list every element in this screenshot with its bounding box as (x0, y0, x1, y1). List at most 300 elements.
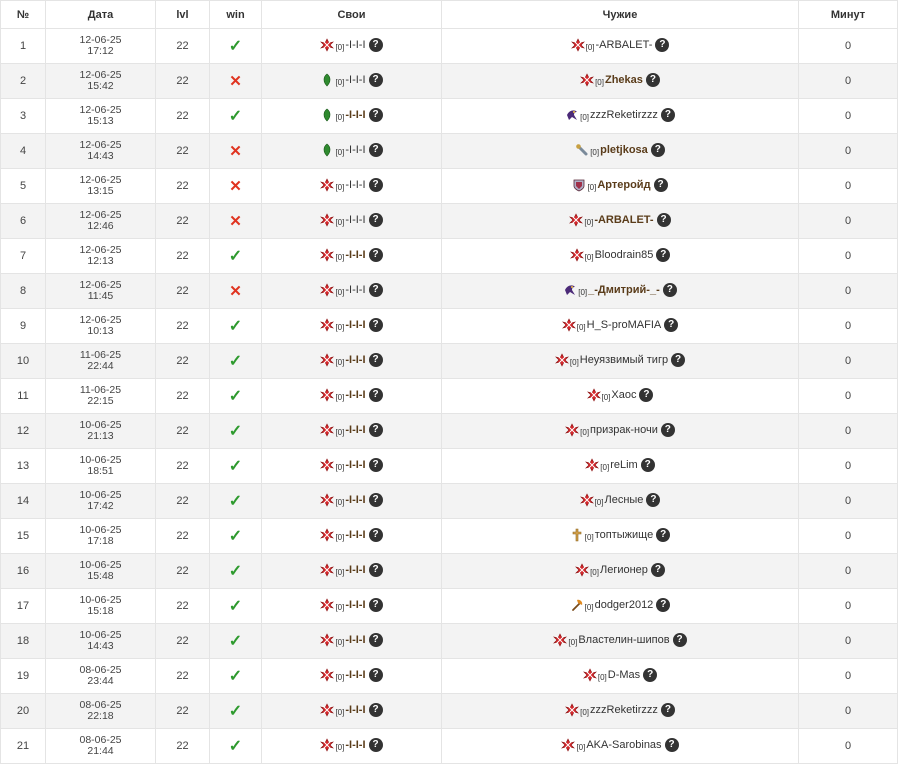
own-team-name[interactable]: -I-I-I (345, 38, 366, 51)
cross-icon (570, 528, 584, 542)
help-icon[interactable]: ? (369, 73, 383, 87)
minutes-value: 0 (844, 250, 852, 262)
battle-date: 12-06-25 (79, 314, 122, 326)
level-cell (156, 589, 210, 624)
own-team-name[interactable]: -I-I-I (345, 598, 366, 611)
own-team-name[interactable]: -I-I-I (345, 248, 366, 261)
level-value: 22 (176, 215, 189, 227)
battle-date: 08-06-25 (79, 734, 122, 746)
green-leaf-icon (320, 143, 334, 157)
enemy-team-name[interactable]: zzzReketirzzz (590, 108, 658, 121)
level-value: 22 (176, 145, 189, 157)
win-cell (210, 414, 262, 449)
enemy-team-name[interactable]: Лесные (604, 493, 644, 506)
level-value: 22 (176, 320, 189, 332)
help-icon[interactable]: ? (369, 388, 383, 402)
own-team (320, 423, 382, 437)
own-team-name[interactable]: -I-I-I (345, 143, 366, 156)
help-icon[interactable]: ? (369, 353, 383, 367)
enemy-team-cell (442, 64, 799, 99)
help-icon[interactable]: ? (656, 598, 670, 612)
red-clan-icon (320, 423, 334, 437)
own-team (320, 318, 382, 332)
row-number-cell (1, 99, 46, 134)
header-enemy-team: Чужие (442, 1, 799, 29)
red-clan-icon (320, 38, 334, 52)
help-icon[interactable]: ? (639, 388, 653, 402)
help-icon[interactable]: ? (654, 178, 668, 192)
date-cell (46, 589, 156, 624)
row-number-cell (1, 29, 46, 64)
row-number: 9 (19, 320, 27, 332)
header-minutes: Минут (799, 1, 898, 29)
red-clan-icon (569, 213, 583, 227)
level-value: 22 (176, 75, 189, 87)
enemy-team-name[interactable]: H_S-proMAFIA (586, 318, 662, 331)
enemy-team-name[interactable]: dodger2012 (594, 598, 654, 611)
minutes-cell (799, 309, 898, 344)
row-number: 8 (19, 285, 27, 297)
checkmark-icon: ✓ (228, 388, 243, 405)
row-number-cell (1, 519, 46, 554)
enemy-team (569, 213, 670, 227)
own-team-name[interactable]: -I-I-I (345, 423, 366, 436)
table-row (1, 204, 898, 239)
battle-date: 08-06-25 (79, 699, 122, 711)
level-cell (156, 344, 210, 379)
help-icon[interactable]: ? (369, 423, 383, 437)
level-cell (156, 484, 210, 519)
battle-datetime (46, 350, 155, 372)
red-clan-icon (320, 668, 334, 682)
help-icon[interactable]: ? (369, 143, 383, 157)
battle-datetime (46, 700, 155, 722)
battle-time: 15:18 (87, 605, 114, 617)
minutes-cell (799, 204, 898, 239)
minutes-value: 0 (844, 635, 852, 647)
minutes-cell (799, 134, 898, 169)
help-icon[interactable]: ? (673, 633, 687, 647)
level-value: 22 (176, 740, 189, 752)
level-cell (156, 204, 210, 239)
enemy-team-cell (442, 624, 799, 659)
level-tag: [0] (335, 358, 345, 367)
win-cell (210, 589, 262, 624)
battle-date: 12-06-25 (79, 69, 122, 81)
win-cell (210, 659, 262, 694)
table-row (1, 99, 898, 134)
enemy-team (570, 598, 671, 612)
level-tag: [0] (595, 78, 604, 87)
row-number-cell (1, 134, 46, 169)
checkmark-icon: ✓ (228, 248, 243, 265)
red-clan-icon (320, 633, 334, 647)
battle-datetime (46, 630, 155, 652)
battle-datetime (46, 315, 155, 337)
row-number-cell (1, 414, 46, 449)
enemy-team-cell (442, 694, 799, 729)
own-team-name[interactable]: -I-I-I (345, 563, 366, 576)
level-tag: [0] (580, 428, 590, 437)
enemy-team-name[interactable]: pletjkosa (600, 143, 648, 156)
battle-time: 17:12 (87, 45, 114, 57)
own-team (320, 738, 382, 752)
level-tag: [0] (590, 148, 600, 157)
level-tag: [0] (585, 43, 595, 52)
minutes-cell (799, 484, 898, 519)
help-icon[interactable]: ? (661, 423, 675, 437)
minutes-value: 0 (844, 355, 852, 367)
level-tag: [0] (597, 673, 607, 682)
date-cell (46, 484, 156, 519)
level-tag: [0] (335, 323, 345, 332)
level-tag: [0] (584, 218, 594, 227)
enemy-team (575, 563, 665, 577)
enemy-team (565, 108, 675, 122)
help-icon[interactable]: ? (646, 493, 660, 507)
row-number-cell (1, 554, 46, 589)
table-row (1, 449, 898, 484)
date-cell (46, 519, 156, 554)
level-cell (156, 379, 210, 414)
red-clan-icon (553, 633, 567, 647)
own-team-name[interactable]: -I-I-I (345, 353, 366, 366)
own-team (320, 213, 382, 227)
own-team-cell (262, 204, 442, 239)
level-tag: [0] (335, 743, 345, 752)
own-team-cell (262, 344, 442, 379)
help-icon[interactable]: ? (656, 528, 670, 542)
enemy-team-name[interactable]: Хаос (611, 388, 637, 401)
row-number: 2 (19, 75, 27, 87)
help-icon[interactable]: ? (369, 563, 383, 577)
red-clan-icon (320, 738, 334, 752)
enemy-team-cell (442, 449, 799, 484)
own-team (320, 178, 382, 192)
battle-datetime (46, 140, 155, 162)
help-icon[interactable]: ? (369, 248, 383, 262)
help-icon[interactable]: ? (664, 318, 678, 332)
help-icon[interactable]: ? (369, 703, 383, 717)
minutes-value: 0 (844, 390, 852, 402)
battle-date: 10-06-25 (79, 524, 122, 536)
help-icon[interactable]: ? (369, 528, 383, 542)
row-number: 7 (19, 250, 27, 262)
help-icon[interactable]: ? (369, 598, 383, 612)
level-cell (156, 414, 210, 449)
win-cell (210, 29, 262, 64)
minutes-cell (799, 344, 898, 379)
enemy-team-name[interactable]: reLim (610, 458, 638, 471)
level-value: 22 (176, 670, 189, 682)
own-team-name[interactable]: -I-I-I (345, 388, 366, 401)
help-icon[interactable]: ? (369, 493, 383, 507)
table-row (1, 169, 898, 204)
own-team (320, 563, 382, 577)
minutes-value: 0 (844, 565, 852, 577)
row-number-cell (1, 379, 46, 414)
minutes-value: 0 (844, 110, 852, 122)
level-value: 22 (176, 285, 189, 297)
minutes-value: 0 (844, 740, 852, 752)
battle-date: 11-06-25 (79, 384, 122, 396)
help-icon[interactable]: ? (651, 143, 665, 157)
checkmark-icon: ✓ (228, 528, 243, 545)
win-cell (210, 169, 262, 204)
help-icon[interactable]: ? (657, 213, 671, 227)
own-team (320, 458, 382, 472)
row-number-cell (1, 239, 46, 274)
red-clan-icon (320, 318, 334, 332)
row-number-cell (1, 729, 46, 764)
own-team-name[interactable]: -I-I-I (345, 73, 366, 86)
date-cell (46, 344, 156, 379)
row-number: 11 (17, 390, 29, 402)
minutes-cell (799, 659, 898, 694)
enemy-team-cell (442, 554, 799, 589)
help-icon[interactable]: ? (369, 633, 383, 647)
checkmark-icon: ✓ (228, 318, 243, 335)
enemy-team-cell (442, 204, 799, 239)
header-own-team: Свои (262, 1, 442, 29)
enemy-team-cell (442, 519, 799, 554)
enemy-team-name[interactable]: Bloodrain85 (594, 248, 654, 261)
row-number: 13 (16, 460, 30, 472)
table-row (1, 29, 898, 64)
help-icon[interactable]: ? (665, 738, 679, 752)
own-team-name[interactable]: -I-I-I (345, 108, 366, 121)
minutes-cell (799, 449, 898, 484)
win-cell (210, 204, 262, 239)
level-cell (156, 554, 210, 589)
red-clan-icon (320, 283, 334, 297)
enemy-team-name[interactable]: _-Дмитрий-_- (588, 283, 660, 296)
own-team (320, 668, 382, 682)
win-cell (210, 729, 262, 764)
battle-datetime (46, 35, 155, 57)
cross-mark-icon: ✕ (229, 143, 242, 160)
green-leaf-icon (320, 108, 334, 122)
header-number: № (1, 1, 46, 29)
help-icon[interactable]: ? (369, 318, 383, 332)
help-icon[interactable]: ? (369, 738, 383, 752)
level-tag: [0] (576, 323, 586, 332)
row-number-cell (1, 624, 46, 659)
help-icon[interactable]: ? (651, 563, 665, 577)
help-icon[interactable]: ? (656, 248, 670, 262)
own-team-cell (262, 309, 442, 344)
level-tag: [0] (580, 708, 590, 717)
battle-time: 22:15 (87, 395, 114, 407)
level-cell (156, 519, 210, 554)
row-number-cell (1, 64, 46, 99)
minutes-value: 0 (844, 425, 852, 437)
battle-time: 12:46 (87, 220, 114, 232)
own-team-name[interactable]: -I-I-I (345, 178, 366, 191)
enemy-team-name[interactable]: zzzReketirzzz (590, 703, 658, 716)
help-icon[interactable]: ? (661, 703, 675, 717)
enemy-team (565, 703, 675, 717)
checkmark-icon: ✓ (228, 108, 243, 125)
minutes-value: 0 (844, 460, 852, 472)
win-cell (210, 274, 262, 309)
enemy-team-name[interactable]: Властелин-шипов (578, 633, 670, 646)
level-cell (156, 449, 210, 484)
enemy-team (571, 38, 670, 52)
cross-mark-icon: ✕ (229, 73, 242, 90)
minutes-cell (799, 29, 898, 64)
row-number: 18 (16, 635, 30, 647)
red-clan-icon (320, 528, 334, 542)
enemy-team (562, 318, 678, 332)
date-cell (46, 204, 156, 239)
enemy-team-name[interactable]: Zhekas (604, 73, 643, 86)
level-value: 22 (176, 390, 189, 402)
own-team-cell (262, 64, 442, 99)
battle-time: 18:51 (87, 465, 114, 477)
enemy-team-name[interactable]: AKA-Sarobinas (586, 738, 662, 751)
own-team-name[interactable]: -I-I-I (345, 528, 366, 541)
red-clan-icon (320, 213, 334, 227)
help-icon[interactable]: ? (671, 353, 685, 367)
level-tag: [0] (335, 218, 345, 227)
table-row (1, 239, 898, 274)
battle-datetime (46, 70, 155, 92)
help-icon[interactable]: ? (369, 283, 383, 297)
help-icon[interactable]: ? (643, 668, 657, 682)
enemy-team-cell (442, 589, 799, 624)
own-team-cell (262, 484, 442, 519)
own-team-name[interactable]: -I-I-I (345, 493, 366, 506)
help-icon[interactable]: ? (663, 283, 677, 297)
enemy-team-name[interactable]: топтыжище (594, 528, 654, 541)
level-tag: [0] (587, 183, 597, 192)
level-cell (156, 659, 210, 694)
minutes-cell (799, 624, 898, 659)
battle-datetime (46, 490, 155, 512)
enemy-team-cell (442, 134, 799, 169)
red-clan-icon (585, 458, 599, 472)
minutes-value: 0 (844, 600, 852, 612)
table-row (1, 589, 898, 624)
own-team-cell (262, 659, 442, 694)
checkmark-icon: ✓ (228, 738, 243, 755)
red-clan-icon (555, 353, 569, 367)
enemy-team (553, 633, 686, 647)
enemy-team-name[interactable]: Неуязвимый тигр (579, 353, 669, 366)
enemy-team-name[interactable]: D-Mas (607, 668, 641, 681)
red-clan-icon (320, 598, 334, 612)
own-team-name[interactable]: -I-I-I (345, 738, 366, 751)
battle-time: 12:13 (87, 255, 114, 267)
level-tag: [0] (578, 288, 588, 297)
level-tag: [0] (584, 603, 594, 612)
battle-time: 14:43 (87, 640, 114, 652)
own-team-cell (262, 379, 442, 414)
level-cell (156, 694, 210, 729)
minutes-value: 0 (844, 320, 852, 332)
date-cell (46, 64, 156, 99)
battle-datetime (46, 455, 155, 477)
red-clan-icon (587, 388, 601, 402)
help-icon[interactable]: ? (641, 458, 655, 472)
own-team-name[interactable]: -I-I-I (345, 633, 366, 646)
own-team-cell (262, 274, 442, 309)
help-icon[interactable]: ? (661, 108, 675, 122)
own-team-name[interactable]: -I-I-I (345, 283, 366, 296)
minutes-cell (799, 554, 898, 589)
help-icon[interactable]: ? (655, 38, 669, 52)
own-team-name[interactable]: -I-I-I (345, 213, 366, 226)
battle-datetime (46, 105, 155, 127)
battle-datetime (46, 525, 155, 547)
help-icon[interactable]: ? (369, 108, 383, 122)
date-cell (46, 624, 156, 659)
own-team-cell (262, 694, 442, 729)
enemy-team (570, 528, 670, 542)
enemy-team-name[interactable]: призрак-ночи (590, 423, 658, 436)
table-body (1, 29, 898, 764)
enemy-team-cell (442, 414, 799, 449)
enemy-team-cell (442, 379, 799, 414)
minutes-value: 0 (844, 530, 852, 542)
red-clan-icon (561, 738, 575, 752)
level-tag: [0] (335, 498, 345, 507)
enemy-team-name[interactable]: -ARBALET- (594, 213, 654, 226)
battle-time: 21:13 (87, 430, 114, 442)
help-icon[interactable]: ? (369, 458, 383, 472)
minutes-cell (799, 519, 898, 554)
table-row (1, 554, 898, 589)
own-team-name[interactable]: -I-I-I (345, 458, 366, 471)
own-team-name[interactable]: -I-I-I (345, 668, 366, 681)
help-icon[interactable]: ? (369, 668, 383, 682)
win-cell (210, 484, 262, 519)
level-tag: [0] (590, 568, 599, 577)
level-tag: [0] (335, 78, 345, 87)
enemy-team-name[interactable]: -ARBALET- (595, 38, 653, 51)
enemy-team-cell (442, 29, 799, 64)
help-icon[interactable]: ? (646, 73, 660, 87)
help-icon[interactable]: ? (369, 38, 383, 52)
own-team-cell (262, 29, 442, 64)
enemy-team-name[interactable]: Артеройд (597, 178, 651, 191)
minutes-value: 0 (844, 75, 852, 87)
help-icon[interactable]: ? (369, 178, 383, 192)
enemy-team (575, 143, 665, 157)
enemy-team (555, 353, 685, 367)
minutes-cell (799, 169, 898, 204)
level-value: 22 (176, 565, 189, 577)
own-team-name[interactable]: -I-I-I (345, 703, 366, 716)
battle-time: 10:13 (87, 325, 114, 337)
level-value: 22 (176, 635, 189, 647)
help-icon[interactable]: ? (369, 213, 383, 227)
red-clan-icon (583, 668, 597, 682)
enemy-team (572, 178, 667, 192)
enemy-team-name[interactable]: Легионер (599, 563, 648, 576)
enemy-team-cell (442, 239, 799, 274)
level-value: 22 (176, 600, 189, 612)
red-clan-icon (571, 38, 585, 52)
minutes-value: 0 (844, 215, 852, 227)
row-number: 20 (16, 705, 30, 717)
date-cell (46, 379, 156, 414)
own-team-name[interactable]: -I-I-I (345, 318, 366, 331)
minutes-cell (799, 414, 898, 449)
level-tag: [0] (335, 393, 345, 402)
row-number: 12 (16, 425, 30, 437)
